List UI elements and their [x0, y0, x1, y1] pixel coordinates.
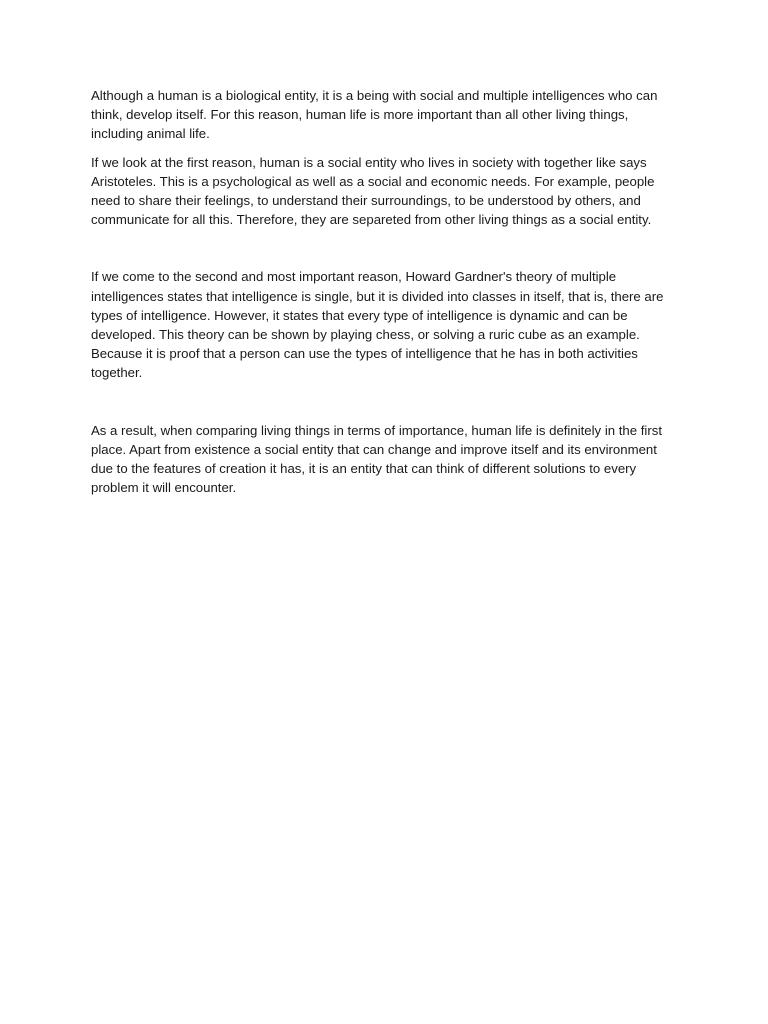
paragraph-first-reason: If we look at the first reason, human is a social entity who lives in society with together like says Aristoteles. This is a psychological as well as a social and economic needs. For example, people need to share their feelings, to understand their surroundings, to be understood by others, and communicate for all this. Therefore, they are separeted from other living things as a social entity.	[91, 154, 655, 228]
paragraph-intro: Although a human is a biological entity, it is a being with social and multiple intelligences who can think, develop itself. For this reason, human life is more important than all other living things, including animal life.	[91, 88, 658, 142]
paragraph-second-reason: If we come to the second and most important reason, Howard Gardner's theory of multiple intelligences states that intelligence is single, but it is divided into classes in itself, that is, there are types of intelligence. However, it states that every type of intelligence is dynamic and can be developed. This theory can be shown by playing chess, or solving a ruric cube as an example. Because it is proof that a person can use the types of intelligence that he has in both activities together.	[91, 269, 664, 381]
paragraph-conclusion: As a result, when comparing living things in terms of importance, human life is definitely in the first place. Apart from existence a social entity that can change and improve itself and its environment due to the features of creation it has, it is an entity that can think of different solutions to every problem it will encounter.	[91, 422, 662, 496]
document-body	[91, 86, 679, 497]
